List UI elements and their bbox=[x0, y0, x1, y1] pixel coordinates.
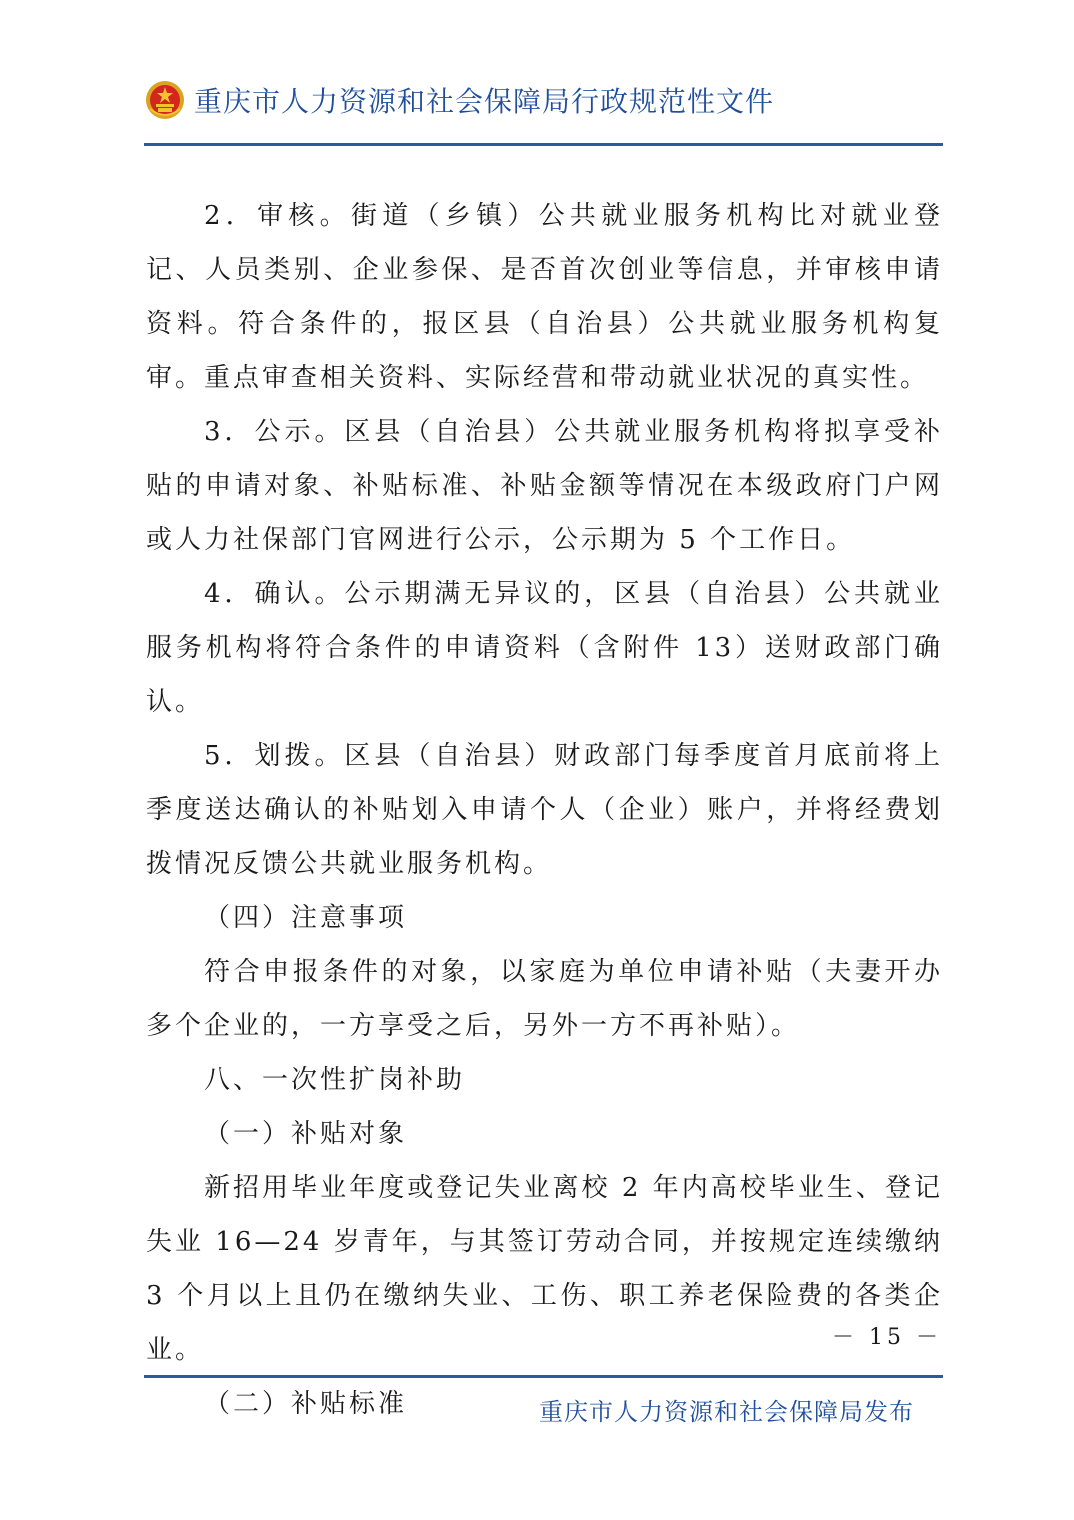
paragraph-review: 2．审核。街道（乡镇）公共就业服务机构比对就业登记、人员类别、企业参保、是否首次创业等信息，并审核申请资料。符合条件的，报区县（自治县）公共就业服务机构复审。重点审查相关资料、实际经营和带动就业状况的真实性。 bbox=[146, 201, 943, 393]
heading-text: （一）补贴对象 bbox=[204, 1119, 408, 1149]
paragraph-confirm: 4．确认。公示期满无异议的，区县（自治县）公共就业服务机构将符合条件的申请资料（含附件 13）送财政部门确认。 bbox=[146, 579, 943, 717]
heading-text: 八、一次性扩岗补助 bbox=[204, 1065, 466, 1095]
paragraph-allocation: 5．划拨。区县（自治县）财政部门每季度首月底前将上季度送达确认的补贴划入申请个人（企业）账户，并将经费划拨情况反馈公共就业服务机构。 bbox=[146, 741, 943, 879]
header-divider bbox=[144, 143, 943, 146]
header-title: 重庆市人力资源和社会保障局行政规范性文件 bbox=[194, 85, 775, 118]
section-heading-8 bbox=[146, 1053, 943, 1107]
document-header bbox=[144, 72, 944, 128]
paragraph-publicity: 3．公示。区县（自治县）公共就业服务机构将拟享受补贴的申请对象、补贴标准、补贴金额等情况在本级政府门户网或人力社保部门官网进行公示，公示期为 5 个工作日。 bbox=[146, 417, 943, 555]
page-number: － 15 － bbox=[832, 1325, 942, 1350]
section-heading-notes bbox=[146, 891, 943, 945]
heading-text: （二）补贴标准 bbox=[204, 1389, 408, 1419]
subheading-target bbox=[146, 1107, 943, 1161]
document-body bbox=[146, 189, 943, 1431]
footer-publisher: 重庆市人力资源和社会保障局发布 bbox=[539, 1398, 914, 1426]
national-emblem-icon bbox=[144, 79, 186, 121]
paragraph-target: 新招用毕业年度或登记失业离校 2 年内高校毕业生、登记失业 16—24 岁青年，与其签订劳动合同，并按规定连续缴纳 3 个月以上且仍在缴纳失业、工伤、职工养老保险费的各类企业。 bbox=[146, 1173, 943, 1365]
paragraph-notes: 符合申报条件的对象，以家庭为单位申请补贴（夫妻开办多个企业的，一方享受之后，另外一方不再补贴）。 bbox=[146, 957, 943, 1041]
heading-text: （四）注意事项 bbox=[204, 903, 408, 933]
footer-divider bbox=[144, 1375, 943, 1378]
